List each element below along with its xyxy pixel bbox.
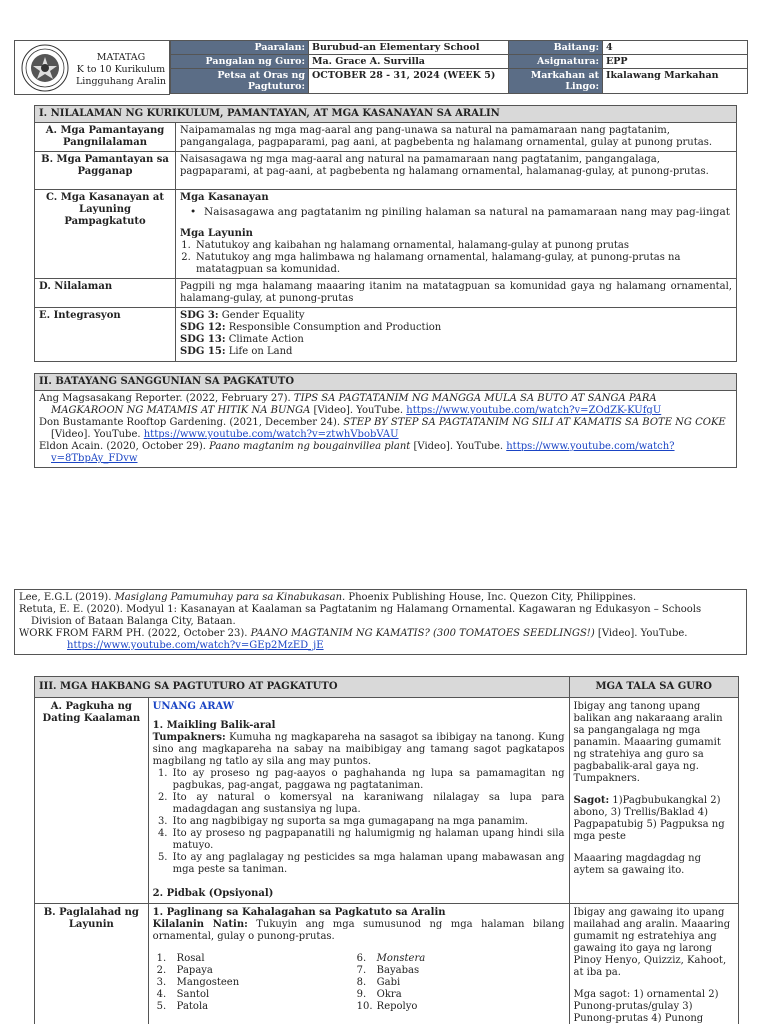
kilalanin-instructions: Kilalanin Natin: Tukuyin ang mga sumusunod ng mga halaman bilang ornamental, gulay o punong-prutas. bbox=[152, 919, 565, 942]
school-label: Paaralan: bbox=[171, 41, 309, 55]
subject-value: EPP bbox=[603, 55, 748, 69]
question-item: 5. Ito ay ang paglalagay ng pesticides sa mga halaman upang mabawasan ang mga peste sa taniman. bbox=[171, 852, 565, 876]
kasanayan-heading: Mga Kasanayan bbox=[180, 192, 269, 203]
teacher-label: Pangalan ng Guro: bbox=[171, 55, 309, 69]
row-d-text: Pagpili ng mga halamang maaaring itanim na matatagpuan sa komunidad gaya ng halamang ornamental, halamang-gulay, at punong-prutas bbox=[176, 279, 737, 308]
plant-item: 1. Rosal bbox=[156, 953, 205, 964]
header-logo-block bbox=[14, 40, 170, 95]
plant-list bbox=[153, 953, 565, 1013]
note-text: Maaaring magdagdag ng aytem sa gawaing ito. bbox=[573, 853, 702, 876]
plant-item: 7. Bayabas bbox=[356, 965, 420, 976]
plant-item: 2. Papaya bbox=[156, 965, 213, 976]
question-list bbox=[153, 768, 565, 876]
layunin-list bbox=[180, 240, 732, 276]
deped-seal-icon bbox=[21, 44, 69, 92]
section1-heading: I. NILALAMAN NG KURIKULUM, PAMANTAYAN, AT MGA KASANAYAN SA ARALIN bbox=[35, 106, 737, 123]
row-b-text: Naisasagawa ng mga mag-aaral ang natural na pamamaraan nang pagtatanim, pangangalaga, pagpaparami, at pag-aani, at pagbebenta ng halamang ornamental, halamanag-gulay, at punong-prutas. bbox=[176, 152, 737, 190]
header-subtitle: K to 10 Kurikulum bbox=[76, 64, 166, 75]
reference-item: Ang Magsasakang Reporter. (2022, February 27). TIPS SA PAGTATANIM NG MANGGA MULA SA BUTO AT SANGA PARA MAGKAROON NG MATAMIS AT HITIK NA BUNGA [Video]. YouTube. https://www.youtube.com/watch?v=ZOdZK-KUfgU bbox=[39, 393, 662, 416]
paglinang-heading: 1. Paglinang sa Kahalagahan sa Pagkatuto sa Aralin bbox=[152, 907, 446, 918]
day-label: UNANG ARAW bbox=[152, 701, 235, 712]
layunin-heading: Mga Layunin bbox=[180, 228, 253, 239]
tumpakners-instructions: Tumpakners: Kumuha ng magkapareha na sasagot sa ibibigay na tanong. Kung sino ang magkapareha na sabay na maibibigay ang tamang sagot pagkatapos magbilang ng tatlo ay sila ang may puntos. bbox=[152, 732, 565, 767]
plant-item: 3. Mangosteen bbox=[156, 977, 240, 988]
question-item: 4. Ito ay proseso ng pagpapanatili ng halumigmig ng halaman upang hindi sila matuyo. bbox=[171, 828, 565, 852]
teacher-notes-heading: MGA TALA SA GURO bbox=[569, 677, 739, 698]
sdg-item: SDG 15: Life on Land bbox=[180, 346, 293, 357]
reference-item: Eldon Acain. (2020, October 29). Paano magtanim ng bougainvillea plant [Video]. YouTube. https://www.youtube.com/watch?v=8TbpAy_FDvw bbox=[39, 441, 675, 464]
subject-label: Asignatura: bbox=[509, 55, 603, 69]
note-text: Ibigay ang tanong upang balikan ang nakaraang aralin sa pangangalaga ng mga panamin. Maaaring gumamit ng stratehiya ang guro sa pagbabalik-aral gaya ng. Tumpakners. bbox=[573, 701, 723, 784]
step-b-content bbox=[148, 904, 569, 1024]
sdg-item: SDG 3: Gender Equality bbox=[180, 310, 305, 321]
kasanayan-bullet bbox=[180, 206, 732, 218]
reference-item: WORK FROM FARM PH. (2022, October 23). PAANO MAGTANIM NG KAMATIS? (300 TOMATOES SEEDLINGS!) [Video]. YouTube. https://www.youtube.com/watch?v=GEp2MzED_jE bbox=[19, 628, 688, 651]
question-item: 2. Ito ay natural o komersyal na karaniwang nilalagay sa lupa para madagdagan ang sustansiya ng lupa. bbox=[171, 792, 565, 816]
section-references bbox=[34, 373, 737, 468]
header-title-block bbox=[73, 52, 169, 88]
row-b-label: B. Mga Pamantayan sa Pagganap bbox=[35, 152, 176, 190]
row-a-text: Naipamamalas ng mga mag-aaral ang pang-unawa sa natural na pamamaraan nang pagtatanim, pangangalaga, pagpaparami, pag aani, at pagbebenta ng halamang ornamental, gulay at punong prutas. bbox=[176, 123, 737, 152]
plant-item: 8. Gabi bbox=[356, 977, 401, 988]
step-a-notes bbox=[569, 698, 739, 904]
row-a-label: A. Mga Pamantayang Pangnilalaman bbox=[35, 123, 176, 152]
date-label: Petsa at Oras ng Pagtuturo: bbox=[171, 69, 309, 94]
step-b-notes bbox=[569, 904, 739, 1024]
row-e-label: E. Integrasyon bbox=[35, 308, 176, 362]
reference-item: Retuta, E. E. (2020). Modyul 1: Kasanayan at Kaalaman sa Pagtatanim ng Halamang Ornamental. Kagawaran ng Edukasyon – Schools Division of Bataan Balanga City, Bataan. bbox=[19, 604, 702, 627]
row-c-content bbox=[176, 190, 737, 279]
layunin-item: 1. Natutukoy ang kaibahan ng halamang ornamental, halamang-gulay at punong prutas bbox=[194, 240, 732, 252]
balik-aral-heading: 1. Maikling Balik-aral bbox=[152, 720, 276, 731]
quarter-value: Ikalawang Markahan bbox=[603, 69, 748, 94]
plant-item: 10. Repolyo bbox=[356, 1001, 418, 1012]
step-a-content bbox=[148, 698, 569, 904]
school-value: Burubud-an Elementary School bbox=[309, 41, 509, 55]
section3-heading: III. MGA HAKBANG SA PAGTUTURO AT PAGKATUTO bbox=[35, 677, 570, 698]
bullet-icon: • bbox=[190, 206, 197, 218]
grade-value: 4 bbox=[603, 41, 748, 55]
sdg-item: SDG 12: Responsible Consumption and Production bbox=[180, 322, 442, 333]
date-value: OCTOBER 28 - 31, 2024 (WEEK 5) bbox=[309, 69, 509, 94]
reference-link[interactable]: https://www.youtube.com/watch?v=8TbpAy_FDvw bbox=[51, 441, 675, 464]
note-answers: Mga sagot: 1) ornamental 2) Punong-prutas/gulay 3) Punong-prutas 4) Punong bbox=[573, 989, 719, 1024]
note-text: Ibigay ang gawaing ito upang mailahad ang aralin. Maaaring gumamit ng estratehiya ang gawaing ito gaya ng larong Pinoy Henyo, Quizziz, Kahoot, at iba pa. bbox=[573, 907, 731, 978]
reference-item: Don Bustamante Rooftop Gardening. (2021, December 24). STEP BY STEP SA PAGTATANIM NG SILI AT KAMATIS SA BOTE NG COKE [Video]. YouTube. https://www.youtube.com/watch?v=ztwhVbobVAU bbox=[39, 417, 726, 440]
plant-item: 9. Okra bbox=[356, 989, 402, 1000]
question-item: 3. Ito ang nagbibigay ng suporta sa mga gumagapang na mga panamim. bbox=[171, 816, 565, 828]
grade-label: Baitang: bbox=[509, 41, 603, 55]
reference-link[interactable]: https://www.youtube.com/watch?v=GEp2MzED_jE bbox=[67, 640, 324, 651]
plant-item: 4. Santol bbox=[156, 989, 210, 1000]
sdg-item: SDG 13: Climate Action bbox=[180, 334, 304, 345]
quarter-label: Markahan at Lingo: bbox=[509, 69, 603, 94]
header-subtitle2: Lingguhang Aralin bbox=[75, 76, 166, 87]
plant-item: 6. Monstera bbox=[356, 953, 426, 964]
reference-link[interactable]: https://www.youtube.com/watch?v=ZOdZK-KUfgU bbox=[406, 405, 662, 416]
kasanayan-text: Naisasagawa ang pagtatanim ng piniling halaman sa natural na pamamaraan nang may pag-iingat bbox=[204, 206, 730, 218]
section-curriculum bbox=[34, 105, 737, 362]
row-c-label: C. Mga Kasanayan at Layuning Pampagkatuto bbox=[35, 190, 176, 279]
section-teaching-steps bbox=[34, 676, 739, 1024]
reference-link[interactable]: https://www.youtube.com/watch?v=ztwhVbobVAU bbox=[143, 429, 399, 440]
section2-heading: II. BATAYANG SANGGUNIAN SA PAGKATUTO bbox=[35, 374, 737, 391]
header-title: MATATAG bbox=[96, 52, 146, 63]
step-a-label: A. Pagkuha ng Dating Kaalaman bbox=[35, 698, 149, 904]
layunin-item: 2. Natutukoy ang mga halimbawa ng halamang ornamental, halamang-gulay, at punong-prutas na matatagpuan sa komunidad. bbox=[194, 252, 732, 276]
step-b-label: B. Paglalahad ng Layunin bbox=[35, 904, 149, 1024]
references-body bbox=[35, 391, 737, 468]
row-e-content bbox=[176, 308, 737, 362]
plant-item: 5. Patola bbox=[156, 1001, 209, 1012]
note-answers: Sagot: 1)Pagbubukangkal 2) abono, 3) Trellis/Baklad 4) Pagpapatubig 5) Pagpuksa ng mga peste bbox=[573, 795, 725, 842]
teacher-value: Ma. Grace A. Survilla bbox=[309, 55, 509, 69]
question-item: 1. Ito ay proseso ng pag-aayos o paghahanda ng lupa sa pamamagitan ng pagbukas, pag-angat, paggawa ng pagtataniman. bbox=[171, 768, 565, 792]
lesson-header bbox=[14, 40, 748, 95]
header-info-grid bbox=[170, 40, 748, 94]
reference-item: Lee, E.G.L (2019). Masiglang Pamumuhay para sa Kinabukasan. Phoenix Publishing House, Inc. Quezon City, Philippines. bbox=[19, 592, 637, 603]
row-d-label: D. Nilalaman bbox=[35, 279, 176, 308]
pidbak-heading: 2. Pidbak (Opsiyonal) bbox=[152, 888, 274, 899]
references-continued bbox=[14, 589, 747, 655]
